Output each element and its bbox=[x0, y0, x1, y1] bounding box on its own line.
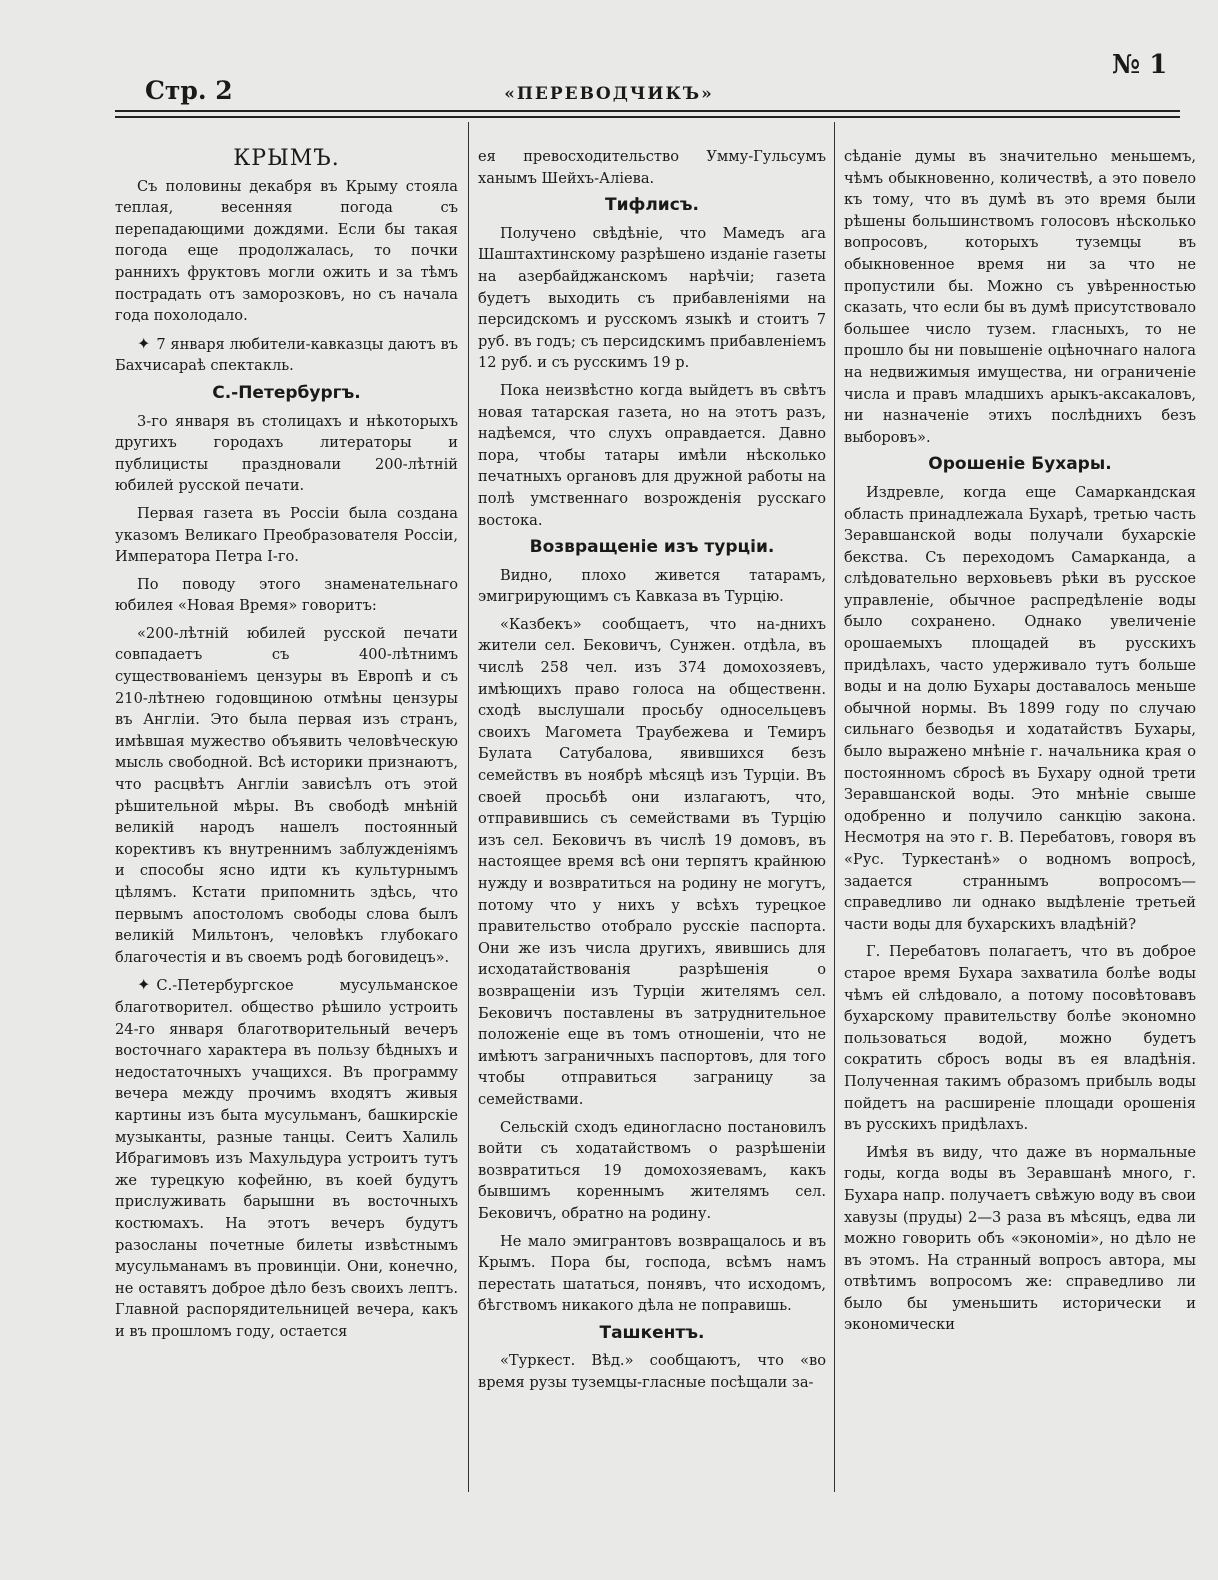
article-paragraph: Сельскій сходъ единогласно постановилъ войти съ ходатайствомъ о разрѣшеніи возвратиться 19 домохозяевамъ, какъ бывшимъ кореннымъ жителямъ сел. Бековичъ, обратно на родину. bbox=[478, 1118, 826, 1222]
article-paragraph: Съ половины декабря въ Крыму стояла теплая, весенняя погода съ перепадающими дождями. Если бы такая погода еще продолжалась, то почки раннихъ фруктовъ могли ожить и за тѣмъ пострадать отъ заморозковъ, но съ начала года похолодало. bbox=[115, 177, 458, 325]
article-paragraph: «Казбекъ» сообщаетъ, что на-днихъ жители сел. Бековичъ, Сунжен. отдѣла, въ числѣ 258 чел. изъ 374 домохозяевъ, имѣющихъ право голоса на общественн. сходѣ выслушали просьбу односельцевъ своихъ Магомета Траубежева и Темиръ Булата Сатубалова, явившихся безъ семействъ въ ноябрѣ мѣсяцѣ изъ Турціи. Въ своей просьбѣ они излагаютъ, что, отправившись съ семействами въ Турцію изъ сел. Бековичъ въ числѣ 19 домовъ, въ настоящее время всѣ они терпятъ крайнюю нужду и возвратиться на родину не могутъ, потому что у нихъ у всѣхъ турецкое правительство отобрало русскіе паспорта. Они же изъ числа другихъ, явившись для исходатайствованія разрѣшенія о возвращеніи изъ Турціи жителямъ сел. Бековичъ поставлены въ затруднительное положеніе еще въ томъ отношеніи, что не имѣютъ заграничныхъ паспортовъ, для того чтобы отправиться заграницу за семействами. bbox=[478, 615, 826, 1108]
column-divider bbox=[468, 122, 469, 1492]
article-paragraph: ✦ 7 января любители-кавказцы даютъ въ Бахчисараѣ спектакль. bbox=[115, 333, 458, 375]
column-2 bbox=[478, 146, 826, 1400]
newspaper-title: «ПЕРЕВОДЧИКЪ» bbox=[504, 84, 714, 104]
page-number: Стр. 2 bbox=[145, 76, 233, 105]
article-paragraph: Видно, плохо живется татарамъ, эмигрирующимъ съ Кавказа въ Турцію. bbox=[478, 566, 826, 606]
column-3 bbox=[844, 146, 1196, 1342]
column-divider bbox=[834, 122, 835, 1492]
heading-return: Возвращеніе изъ турціи. bbox=[529, 537, 775, 558]
article-paragraph: Г. Перебатовъ полагаетъ, что въ доброе старое время Бухара захватила болѣе воды чѣмъ ей слѣдовало, а потому посовѣтовавъ бухарскому правительству болѣе экономно пользоваться водой, можно будетъ сократить сбросъ воды въ ея владѣнія. Полученная такимъ образомъ прибыль воды пойдетъ на расширеніе площади орошенія въ русскихъ придѣлахъ. bbox=[844, 943, 1196, 1134]
article-paragraph: ✦ С.-Петербургское мусульманское благотворител. общество рѣшило устроить 24-го января благотворительный вечеръ восточнаго характера въ пользу бѣдныхъ и недостаточныхъ учащихся. Въ программу вечера между прочимъ входятъ живыя картины изъ быта мусульманъ, башкирскіе музыканты, разные танцы. Сеитъ Халиль Ибрагимовъ изъ Махульдура устроитъ тутъ же турецкую кофейню, въ коей будутъ прислуживать барышни въ восточныхъ костюмахъ. На этотъ вечеръ будутъ разосланы почетные билеты извѣстнымъ мусульманамъ въ провинціи. Они, конечно, не оставятъ доброе дѣло безъ своихъ лептъ. Главной распорядительницей вечера, какъ и въ прошломъ году, остается bbox=[115, 975, 458, 1340]
article-paragraph: Пока неизвѣстно когда выйдетъ въ свѣтъ новая татарская газета, но на этотъ разъ, надѣемся, что слухъ оправдается. Давно пора, чтобы татары имѣли нѣсколько печатныхъ органовъ для дружной работы на полѣ умственнаго возрожденія русскаго востока. bbox=[478, 381, 826, 529]
article-paragraph: ея превосходительство Умму-Гульсумъ ханымъ Шейхъ-Аліева. bbox=[478, 148, 826, 187]
heading-crimea: КРЫМЪ. bbox=[233, 146, 340, 171]
article-quote: «200-лѣтній юбилей русской печати совпадаетъ съ 400-лѣтнимъ существованіемъ цензуры въ Европѣ и съ 210-лѣтнею годовщиною отмѣны цензуры въ Англіи. Это была первая изъ странъ, имѣвшая мужество объявить человѣческую мысль свободной. Всѣ историки признаютъ, что расцвѣтъ Англіи зависѣлъ отъ этой рѣшительной мѣры. Въ свободѣ мнѣній великій народъ нашелъ постоянный корективъ къ внутреннимъ заблужденіямъ и способы ясно идти къ культурнымъ цѣлямъ. Кстати припомнить здѣсь, что первымъ апостоломъ свободы слова былъ великій Мильтонъ, человѣкъ глубокаго благочестія и въ своемъ родѣ боговидецъ». bbox=[115, 624, 458, 966]
header-rule bbox=[115, 110, 1180, 112]
article-paragraph: По поводу этого знаменательнаго юбилея «Новая Время» говоритъ: bbox=[115, 575, 458, 615]
article-paragraph: Получено свѣдѣніе, что Мамедъ ага Шаштахтинскому разрѣшено изданіе газеты на азербайджанскомъ нарѣчіи; газета будетъ выходить съ прибавленіями на персидскомъ и русскомъ языкѣ и стоитъ 7 руб. въ годъ; съ персидскимъ прибавленіемъ 12 руб. и съ русскимъ 19 р. bbox=[478, 224, 826, 372]
article-paragraph: Первая газета въ Россіи была создана указомъ Великаго Преобразователя Россіи, Императора Петра І-го. bbox=[115, 504, 458, 566]
article-paragraph: Не мало эмигрантовъ возвращалось и въ Крымъ. Пора бы, господа, всѣмъ намъ перестать шататься, понявъ, что исходомъ, бѣгствомъ никакого дѣла не поправишь. bbox=[478, 1232, 826, 1315]
bullet-icon: ✦ bbox=[137, 333, 151, 353]
bullet-icon: ✦ bbox=[137, 975, 151, 995]
article-paragraph: 3-го января въ столицахъ и нѣкоторыхъ другихъ городахъ литераторы и публицисты праздновали 200-лѣтній юбилей русской печати. bbox=[115, 412, 458, 495]
header-rule bbox=[115, 116, 1180, 118]
heading-tiflis: Тифлисъ. bbox=[604, 195, 700, 216]
article-paragraph: сѣданіе думы въ значительно меньшемъ, чѣмъ обыкновенно, количествѣ, а это повело къ тому, что въ думѣ въ это время были рѣшены большинствомъ голосовъ нѣсколько вопросовъ, которыхъ туземцы въ обыкновенное время ни за что не пропустили бы. Можно съ увѣренностью сказать, что если бы въ думѣ присутствовало большее число тузем. гласныхъ, то не прошло бы ни повышеніе оцѣночнаго налога на недвижимыя имущества, ни ограниченіе числа и правъ младшихъ арыкъ-аксакаловъ, ни назначеніе этихъ послѣднихъ безъ выборовъ». bbox=[844, 148, 1196, 446]
article-paragraph: Имѣя въ виду, что даже въ нормальные годы, когда воды въ Зеравшанѣ много, г. Бухара напр. получаетъ свѣжую воду въ свои хавузы (пруды) 2—3 раза въ мѣсяцъ, едва ли можно говорить объ «экономіи», но дѣло не въ этомъ. На странный вопросъ автора, мы отвѣтимъ вопросомъ же: справедливо ли было бы уменьшить исторически и экономически bbox=[844, 1143, 1196, 1334]
heading-tashkent: Ташкентъ. bbox=[599, 1322, 705, 1343]
article-paragraph: «Туркест. Вѣд.» сообщаютъ, что «во время рузы туземцы-гласные посѣщали за- bbox=[478, 1352, 826, 1392]
issue-number: № 1 bbox=[1112, 50, 1168, 80]
heading-spb: С.-Петербургъ. bbox=[212, 382, 361, 403]
heading-bukhara: Орошеніе Бухары. bbox=[928, 454, 1112, 475]
column-1 bbox=[115, 146, 458, 1348]
article-paragraph: Издревле, когда еще Самаркандская область принадлежала Бухарѣ, третью часть Зеравшанской воды получали бухарскіе бекства. Съ переходомъ Самарканда, а слѣдовательно верховьевъ рѣки въ русское управленіе, обычное распредѣленіе воды было сохранено. Однако увеличеніе орошаемыхъ площадей въ русскихъ придѣлахъ, часто удерживало тутъ больше воды и на долю Бухары доставалось меньше обычной нормы. Въ 1899 году по случаю сильнаго безводья и ходатайствъ Бухары, было выражено мнѣніе г. начальника края о постоянномъ сбросѣ въ Бухару одной трети Зеравшанской воды. Это мнѣніе свыше одобренно и получило санкцію закона. Несмотря на это г. В. Перебатовъ, говоря въ «Рус. Туркестанѣ» о водномъ вопросѣ, задается страннымъ вопросомъ—справедливо ли однако выдѣленіе третьей части воды для бухарскихъ владѣній? bbox=[844, 483, 1196, 933]
